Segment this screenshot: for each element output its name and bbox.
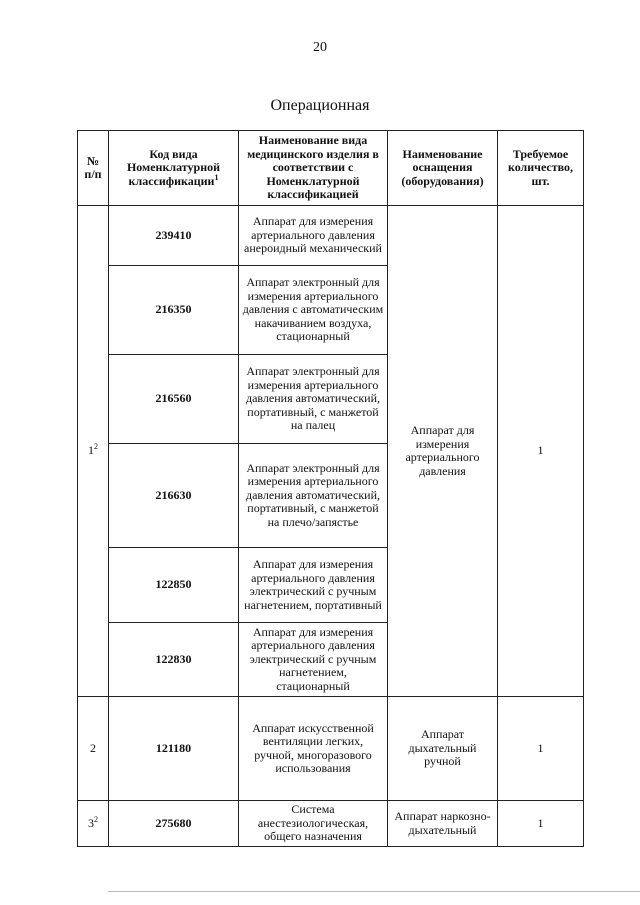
name-cell: Аппарат для измерения артериального давления электрический с ручным нагнетением, портативный xyxy=(239,548,388,623)
code-cell: 239410 xyxy=(109,206,239,266)
equipment-cell: Аппарат для измерения артериального давления xyxy=(388,206,498,697)
row-number: 2 xyxy=(78,697,109,801)
qty-cell: 1 xyxy=(498,206,584,697)
name-cell: Аппарат для измерения артериального давления анероидный механический xyxy=(239,206,388,266)
header-equipment: Наименование оснащения (оборудования) xyxy=(388,131,498,206)
name-cell: Аппарат для измерения артериального давления электрический с ручным нагнетением, стационарный xyxy=(239,623,388,697)
name-cell: Аппарат электронный для измерения артериального давления автоматический, портативный, с манжетой на плечо/запястье xyxy=(239,444,388,548)
code-cell: 216350 xyxy=(109,266,239,355)
name-cell: Аппарат электронный для измерения артериального давления автоматический, портативный, с манжетой на палец xyxy=(239,355,388,444)
name-cell: Аппарат искусственной вентиляции легких, ручной, многоразового использования xyxy=(239,697,388,801)
code-cell: 121180 xyxy=(109,697,239,801)
page-number: 20 xyxy=(313,40,327,55)
code-cell: 275680 xyxy=(109,801,239,847)
qty-cell: 1 xyxy=(498,801,584,847)
code-cell: 216630 xyxy=(109,444,239,548)
footnote-marker: 1 xyxy=(214,172,219,182)
row-number: $3^2$ xyxy=(78,801,109,847)
equipment-cell: Аппарат наркозно-дыхательный xyxy=(388,801,498,847)
code-cell: 216560 xyxy=(109,355,239,444)
code-cell: 122850 xyxy=(109,548,239,623)
table-row xyxy=(78,206,584,266)
name-cell: Система анестезиологическая, общего назначения xyxy=(239,801,388,847)
equipment-cell: Аппарат дыхательный ручной xyxy=(388,697,498,801)
header-num: № п/п xyxy=(78,131,109,206)
header-code-text: Код вида Номенклатурной классификации xyxy=(126,146,221,188)
header-qty: Требуемое количество, шт. xyxy=(498,131,584,206)
footnote-marker: 2 xyxy=(94,814,98,824)
table-row xyxy=(78,801,584,847)
qty-cell: 1 xyxy=(498,697,584,801)
code-cell: 122830 xyxy=(109,623,239,697)
header-code xyxy=(109,131,239,206)
footnote-marker: 2 xyxy=(94,442,98,452)
table-row xyxy=(78,697,584,801)
header-name: Наименование вида медицинского изделия в соответствии с Номенклатурной классификацией xyxy=(239,131,388,206)
equipment-table xyxy=(77,130,584,847)
page-edge-line xyxy=(108,891,640,892)
table-header-row xyxy=(78,131,584,206)
section-title: Операционная xyxy=(270,97,370,114)
name-cell: Аппарат электронный для измерения артериального давления с автоматическим накачиванием воздуха, стационарный xyxy=(239,266,388,355)
row-number: $1^2$ xyxy=(78,206,109,697)
